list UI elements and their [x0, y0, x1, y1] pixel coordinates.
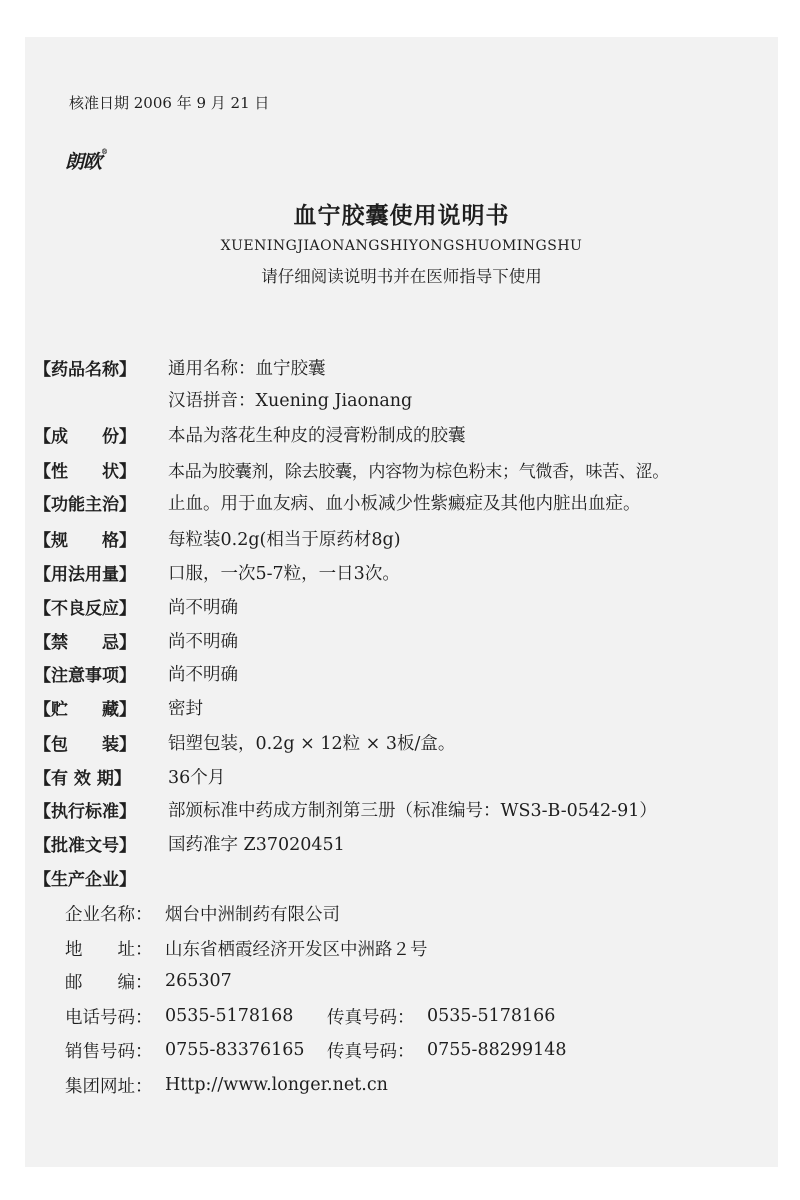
- section-label: 【包 装】: [34, 734, 136, 755]
- fax-number: 0535-5178166: [427, 1006, 556, 1026]
- section-label: 【禁 忌】: [34, 632, 136, 653]
- sales-fax-number: 0755-88299148: [427, 1040, 567, 1060]
- section-label: 【性 状】: [34, 461, 136, 482]
- section-ingredients: [34, 420, 466, 448]
- section-value: 部颁标准中药成方制剂第三册（标准编号：WS3-B-0542-91）: [168, 800, 657, 821]
- section-specification: [34, 524, 401, 552]
- section-label: 【药品名称】: [34, 359, 136, 380]
- section-value: 铝塑包装，0.2g × 12粒 × 3板/盒。: [168, 733, 456, 754]
- section-approval-number: [34, 829, 345, 857]
- registered-mark: ®: [101, 147, 108, 156]
- leaflet-sheet: [25, 37, 778, 1167]
- approval-date: 核准日期 2006 年 9 月 21 日: [69, 94, 270, 112]
- section-label: 【规 格】: [34, 530, 136, 551]
- section-label: 【有 效 期】: [34, 768, 131, 789]
- section-label: 【注意事项】: [34, 665, 136, 686]
- company-name: 烟台中洲制药有限公司: [165, 904, 340, 925]
- section-value: 本品为胶囊剂，除去胶囊，内容物为棕色粉末；气微香，味苦、涩。: [168, 461, 669, 482]
- section-label: 【不良反应】: [34, 598, 136, 619]
- document-title: 血宁胶囊使用说明书: [293, 202, 510, 229]
- section-label: 【生产企业】: [34, 869, 136, 890]
- section-precautions: [34, 659, 238, 687]
- sales-fax-label: 传真号码：: [327, 1041, 415, 1062]
- brand-name: 朗欧: [65, 151, 102, 173]
- section-value: 国药准字 Z37020451: [168, 834, 345, 855]
- company-name-row: [65, 899, 340, 927]
- sales-label: 销售号码：: [65, 1041, 153, 1062]
- company-postcode-label: 邮 编：: [65, 972, 153, 993]
- section-value: 每粒装0.2g(相当于原药材8g): [168, 529, 401, 550]
- section-adverse-reactions: [34, 592, 238, 620]
- phone-number: 0535-5178168: [165, 1006, 294, 1026]
- section-description: [34, 455, 669, 483]
- section-label: 【批准文号】: [34, 835, 136, 856]
- company-sales-row: [65, 1036, 567, 1064]
- company-address-label: 地 址：: [65, 939, 153, 960]
- company-phone-row: [65, 1002, 555, 1030]
- section-standard: [34, 795, 657, 823]
- phone-label: 电话号码：: [65, 1007, 153, 1028]
- website-label: 集团网址：: [65, 1076, 153, 1097]
- sales-number: 0755-83376165: [165, 1040, 305, 1060]
- section-value: 口服，一次5-7粒，一日3次。: [168, 563, 400, 584]
- section-value: 密封: [168, 698, 203, 719]
- section-value: 36个月: [168, 767, 226, 788]
- company-postcode: 265307: [165, 971, 232, 991]
- generic-name: 通用名称：血宁胶囊: [168, 358, 326, 379]
- section-value: 尚不明确: [168, 597, 238, 618]
- section-indications: [34, 488, 641, 516]
- company-postcode-row: [65, 967, 232, 995]
- section-value: 尚不明确: [168, 631, 238, 652]
- section-drug-name: [34, 353, 326, 381]
- document-title-pinyin: XUENINGJIAONANGSHIYONGSHUOMINGSHU: [220, 238, 583, 254]
- section-manufacturer: [34, 863, 168, 891]
- section-packaging: [34, 728, 455, 756]
- section-dosage: [34, 558, 400, 586]
- section-label: 【执行标准】: [34, 801, 136, 822]
- section-label: 【功能主治】: [34, 494, 136, 515]
- section-label: 【贮 藏】: [34, 699, 136, 720]
- section-label: 【用法用量】: [34, 564, 136, 585]
- section-value: 本品为落花生种皮的浸膏粉制成的胶囊: [168, 425, 466, 446]
- company-website-row: [65, 1071, 388, 1099]
- section-label: 【成 份】: [34, 426, 136, 447]
- reading-notice: 请仔细阅读说明书并在医师指导下使用: [261, 267, 542, 286]
- section-contraindications: [34, 626, 238, 654]
- fax-label: 传真号码：: [327, 1007, 415, 1028]
- company-address: 山东省栖霞经济开发区中洲路２号: [165, 939, 428, 960]
- section-storage: [34, 693, 203, 721]
- pinyin-name: 汉语拼音：Xuening Jiaonang: [168, 391, 413, 411]
- company-name-label: 企业名称：: [65, 904, 153, 925]
- company-address-row: [65, 934, 428, 962]
- section-value: 止血。用于血友病、血小板减少性紫癜症及其他内脏出血症。: [168, 493, 641, 514]
- website-url: Http://www.longer.net.cn: [165, 1075, 388, 1095]
- section-shelf-life: [34, 762, 225, 790]
- section-value: 尚不明确: [168, 664, 238, 685]
- brand-logo: [65, 147, 107, 174]
